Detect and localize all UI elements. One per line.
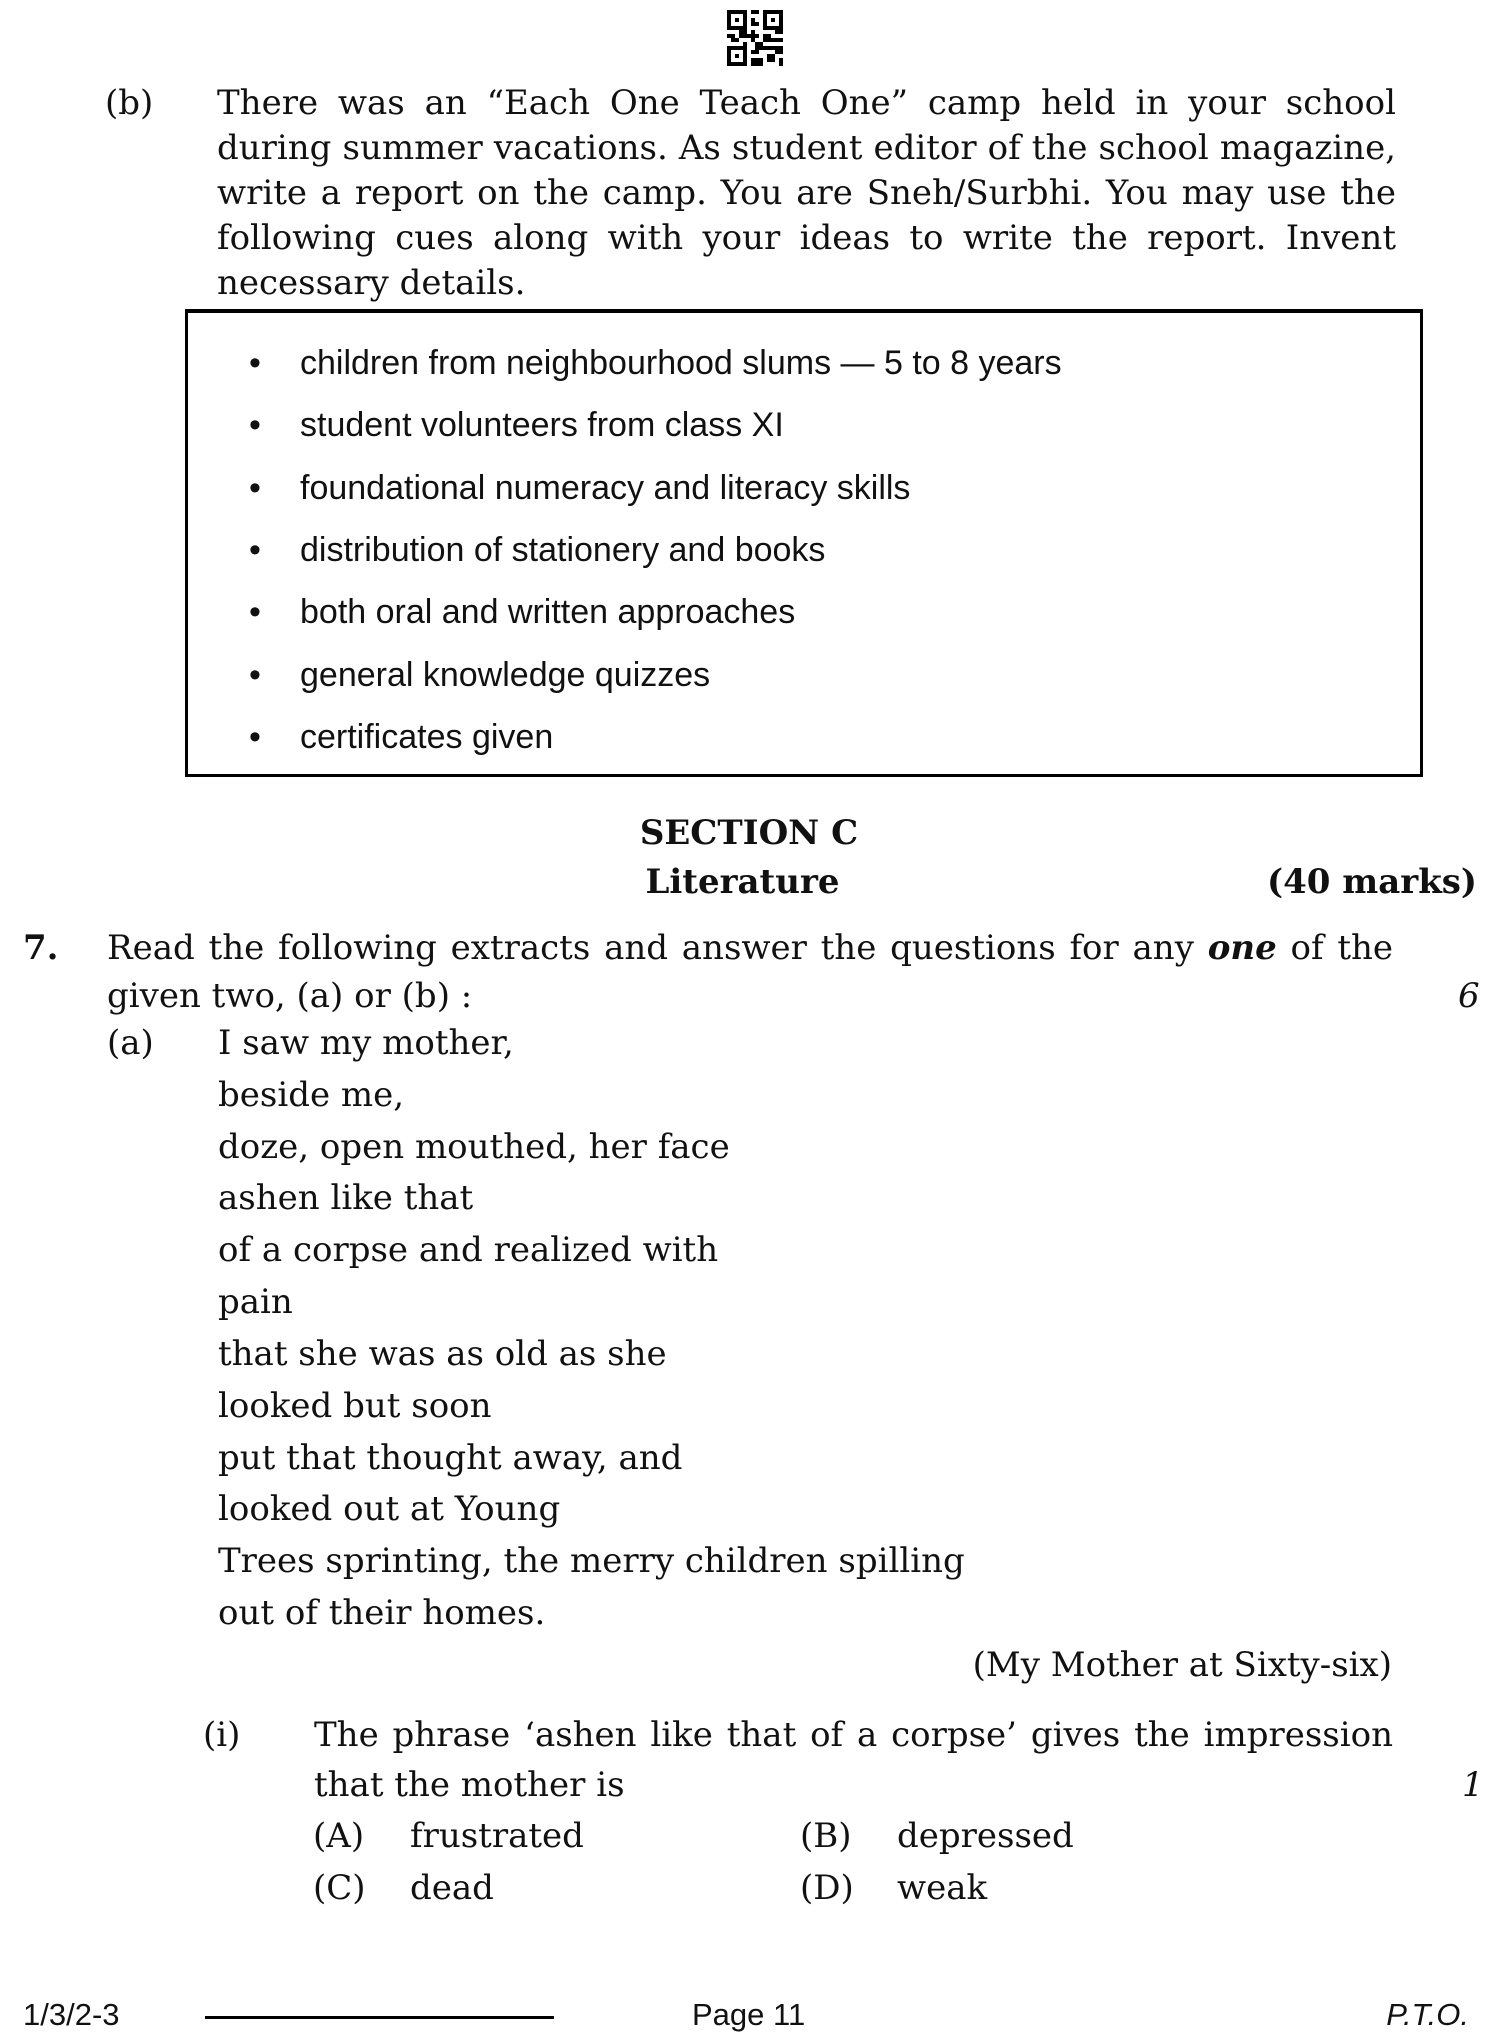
option-text: frustrated [410,1816,584,1856]
cue-text: distribution of stationery and books [300,531,826,569]
cue-text: general knowledge quizzes [300,656,711,694]
poem-line: ashen like that [218,1178,474,1218]
section-subtitle: Literature [645,862,840,902]
poem-line: out of their homes. [218,1593,546,1633]
part-label: (a) [107,1023,154,1063]
question-number: 7. [23,928,59,968]
question-text-line: during summer vacations. As student editor of the school magazine, [217,128,1396,168]
cue-text: both oral and written approaches [300,593,796,631]
sub-question-marks: 1 [1462,1765,1484,1805]
poem-line: of a corpse and realized with [218,1230,719,1270]
sub-question-label: (i) [203,1715,241,1755]
poem-line: beside me, [218,1075,405,1115]
sub-question-text-line: The phrase ‘ashen like that of a corpse’ gives the impression [314,1715,1393,1755]
poem-line: put that thought away, and [218,1438,683,1478]
option-text: dead [410,1868,494,1908]
sub-question-text-line: that the mother is [314,1765,625,1805]
cue-text: student volunteers from class XI [300,406,784,444]
bullet-icon: • [249,718,261,756]
option-label: (D) [800,1868,854,1908]
question-text-post: of the [1290,928,1394,968]
bullet-icon: • [249,531,261,569]
poem-line: Trees sprinting, the merry children spilling [218,1541,965,1581]
question-text-line: following cues along with your ideas to write the report. Invent [217,218,1396,258]
option-text: weak [897,1868,988,1908]
option-label: (A) [313,1816,365,1856]
cues-box [185,309,1423,777]
qr-code-icon [727,10,783,66]
pto-label: P.T.O. [1386,1997,1469,2032]
question-text-line: There was an “Each One Teach One” camp held in your school [217,83,1396,123]
question-label: (b) [105,83,154,123]
question-text-line: write a report on the camp. You are Sneh/Surbhi. You may use the [217,173,1396,213]
paper-code: 1/3/2-3 [23,1997,120,2032]
question-text-line: necessary details. [217,263,526,303]
cue-text: certificates given [300,718,554,756]
poem-line: doze, open mouthed, her face [218,1127,730,1167]
bullet-icon: • [249,593,261,631]
page-number: Page 11 [692,1997,806,2032]
option-text: depressed [897,1816,1074,1856]
emphasis-one: one [1207,928,1277,968]
cue-text: foundational numeracy and literacy skills [300,469,911,507]
poem-line: looked out at Young [218,1489,561,1529]
question-marks: 6 [1458,976,1480,1016]
section-marks: (40 marks) [1267,862,1477,902]
option-label: (C) [313,1868,366,1908]
question-text-line [107,928,1394,968]
bullet-icon: • [249,656,261,694]
poem-line: looked but soon [218,1386,492,1426]
footer-rule [205,2016,554,2019]
cue-text: children from neighbourhood slums — 5 to 8 years [300,344,1062,382]
poem-line: that she was as old as she [218,1334,667,1374]
bullet-icon: • [249,469,261,507]
bullet-icon: • [249,406,261,444]
poem-line: I saw my mother, [218,1023,514,1063]
poem-line: pain [218,1282,293,1322]
question-text-pre: Read the following extracts and answer the questions for any [107,928,1194,968]
option-label: (B) [800,1816,852,1856]
poem-source: (My Mother at Sixty-six) [972,1645,1392,1685]
question-text-line: given two, (a) or (b) : [107,976,473,1016]
section-title: SECTION C [639,813,859,853]
bullet-icon: • [249,344,261,382]
